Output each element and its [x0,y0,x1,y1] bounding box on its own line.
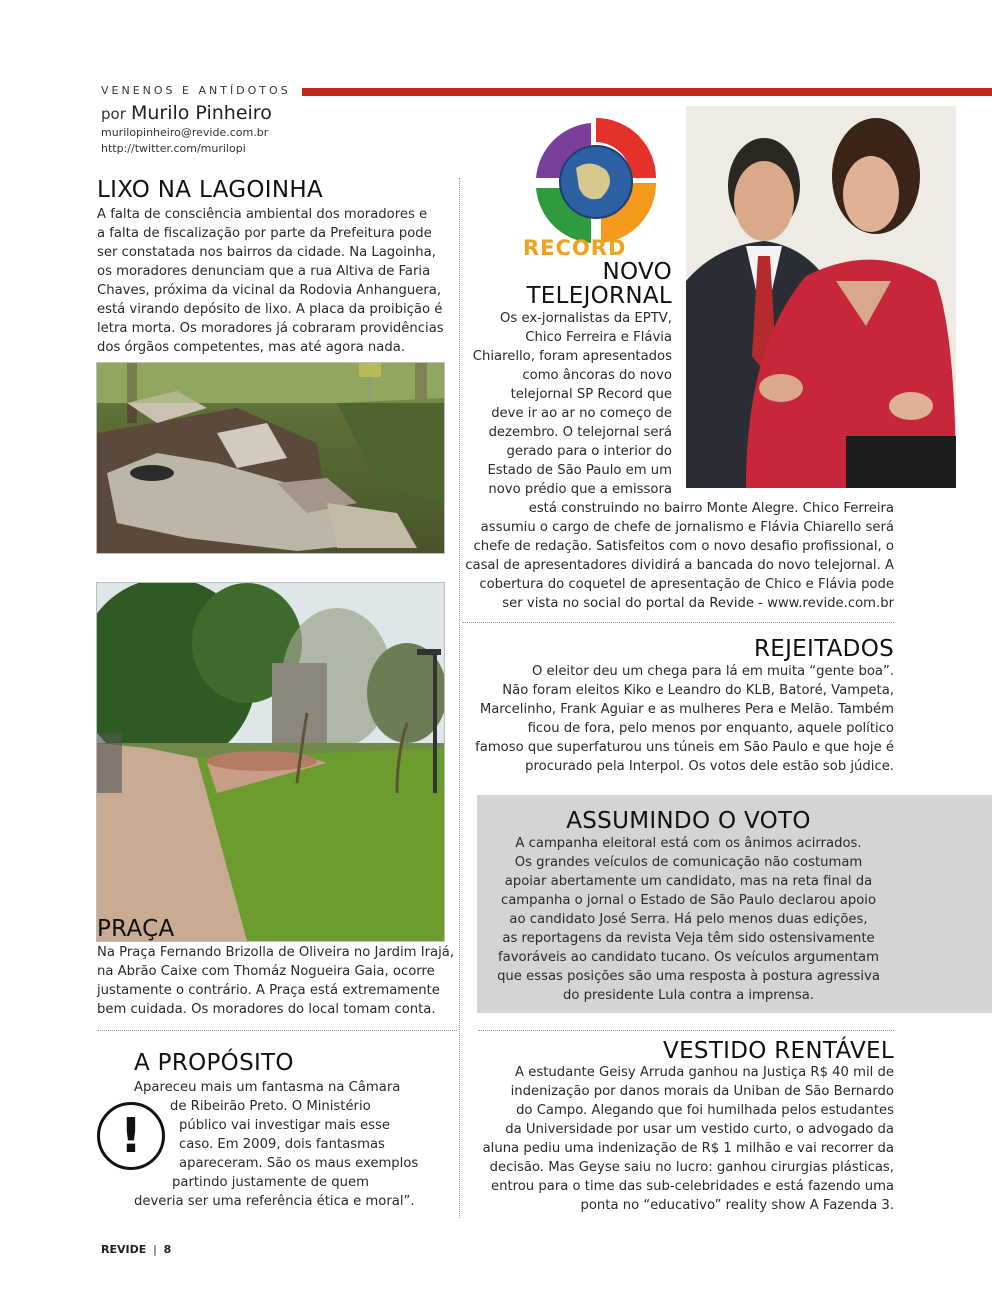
text-line: justamente o contrário. A Praça está extremamente [97,983,440,998]
column-divider-upper [459,178,460,1218]
text-line: gerado para o interior do [506,444,672,459]
assumindo-headline: ASSUMINDO O VOTO [566,808,811,834]
proposito-headline: A PROPÓSITO [134,1050,294,1076]
vestido-headline: VESTIDO RENTÁVEL [663,1038,894,1064]
text-line: entrou para o time das sub-celebridades e está fazendo uma [490,1179,894,1194]
telejornal-body-wide [462,499,894,613]
praca-body [97,943,457,1019]
text-line: favoráveis ao candidato tucano. Os veículos argumentam [498,950,879,965]
text-line: Não foram eleitos Kiko e Leandro do KLB, Batoré, Vampeta, [502,683,894,698]
text-line: assumiu o cargo de chefe de jornalismo e Flávia Chiarello será [480,520,894,535]
telejornal-headline-line2: TELEJORNAL [526,283,672,309]
header-red-bar [302,88,992,96]
footer-separator: | [153,1243,157,1256]
text-line: bem cuidada. Os moradores do local tomam conta. [97,1002,436,1017]
text-line: casal de apresentadores dividirá a bancada do novo telejornal. A [465,558,894,573]
divider-right-bottom [478,1030,894,1031]
text-line: chefe de redação. Satisfeitos com o novo desafio profissional, o [473,539,894,554]
text-line: indenização por danos morais da Uniban de São Bernardo [510,1084,894,1099]
author-email[interactable]: murilopinheiro@revide.com.br [101,126,269,139]
author-twitter[interactable]: http://twitter.com/murilopi [101,142,246,155]
text-line: Na Praça Fernando Brizolla de Oliveira no Jardim Irajá, [97,945,455,960]
text-line: famoso que superfaturou uns túneis em São Paulo e que hoje é [475,740,894,755]
text-line: que essas posições são uma resposta à postura agressiva [497,969,880,984]
text-line: O eleitor deu um chega para lá em muita “gente boa”. [531,664,894,679]
park-photo [96,582,445,942]
text-line: procurado pela Interpol. Os votos dele estão sob júdice. [525,759,894,774]
vestido-body [462,1063,894,1215]
text-line: decisão. Mas Geyse saiu no lucro: ganhou cirurgias plásticas, [489,1160,894,1175]
text-line: da Universidade por usar um vestido curto, o advogado da [505,1122,894,1137]
text-line: partindo justamente de quem [172,1175,370,1190]
text-line: Apareceu mais um fantasma na Câmara [134,1080,401,1095]
telejornal-headline [478,260,672,308]
text-line: A falta de consciência ambiental dos moradores e [97,207,428,222]
text-line: apareceram. São os maus exemplos [179,1156,419,1171]
text-line: Estado de São Paulo em um [487,463,672,478]
text-line: dos órgãos competentes, mas até agora nada. [97,340,406,355]
rejeitados-headline: REJEITADOS [753,636,894,662]
praca-headline: PRAÇA [97,916,175,942]
divider-left-bottom [97,1030,457,1031]
text-line: os moradores denunciam que a rua Altiva de Faria [97,264,431,279]
proposito-body [97,1078,457,1211]
text-line: as reportagens da revista Veja têm sido ostensivamente [502,931,875,946]
text-line: novo prédio que a emissora [488,482,672,497]
text-line: a falta de fiscalização por parte da Prefeitura pode [97,226,432,241]
author-name: Murilo Pinheiro [130,102,272,124]
text-line: Os ex-jornalistas da EPTV, [500,311,672,326]
text-line: ao candidato José Serra. Há pelo menos duas edições, [509,912,868,927]
column-kicker: VENENOS E ANTÍDOTOS [101,84,291,97]
text-line: deveria ser uma referência ética e moral”. [134,1194,415,1209]
author-byline [101,102,272,124]
text-line: Marcelinho, Frank Aguiar e as mulheres Pera e Melão. Também [479,702,894,717]
text-line: letra morta. Os moradores já cobraram providências [97,321,444,336]
text-line: A estudante Geisy Arruda ganhou na Justiça R$ 40 mil de [515,1065,894,1080]
text-line: de Ribeirão Preto. O Ministério [170,1099,371,1114]
text-line: caso. Em 2009, dois fantasmas [179,1137,385,1152]
text-line: ser vista no social do portal da Revide - www.revide.com.br [502,596,894,611]
assumindo-body [477,834,900,1005]
page-footer [101,1243,171,1256]
text-line: como âncoras do novo [522,368,672,383]
text-line: campanha o jornal o Estado de São Paulo declarou apoio [500,893,877,908]
text-line: Chiarello, foram apresentados [472,349,672,364]
garbage-photo [96,362,445,554]
text-line: Os grandes veículos de comunicação não costumam [514,855,863,870]
text-line: cobertura do coquetel de apresentação de Chico e Flávia pode [479,577,894,592]
lixo-headline: LIXO NA LAGOINHA [97,177,323,203]
text-line: está virando depósito de lixo. A placa da proibição é [97,302,443,317]
text-line: aluna pediu uma indenização de R$ 1 milhão e vai recorrer da [482,1141,894,1156]
anchors-photo [686,106,956,488]
text-line: ponta no “educativo” reality show A Fazenda 3. [580,1198,894,1213]
footer-magazine: REVIDE [101,1243,147,1256]
exclamation-icon: ! [97,1102,165,1170]
text-line: do presidente Lula contra a imprensa. [563,988,814,1003]
text-line: público vai investigar mais esse [179,1118,391,1133]
text-line: ser constatada nos bairros da cidade. Na Lagoinha, [97,245,436,260]
text-line: dezembro. O telejornal será [488,425,672,440]
text-line: Chico Ferreira e Flávia [525,330,672,345]
text-line: ficou de fora, pelo menos por enquanto, aquele político [527,721,894,736]
text-line: Chaves, próxima da vicinal da Rodovia Anhanguera, [97,283,442,298]
divider-rejeitados [462,622,894,623]
author-prefix: por [101,105,126,123]
telejornal-headline-line1: NOVO [602,259,672,285]
text-line: deve ir ao ar no começo de [491,406,672,421]
telejornal-body-narrow [462,309,672,499]
text-line: do Campo. Alegando que foi humilhada pelos estudantes [516,1103,894,1118]
text-line: apoiar abertamente um candidato, mas na reta final da [504,874,873,889]
text-line: telejornal SP Record que [510,387,672,402]
record-logo-text: RECORD [523,236,627,260]
text-line: está construindo no bairro Monte Alegre. Chico Ferreira [528,501,894,516]
rejeitados-body [462,662,894,776]
lixo-body [97,205,452,357]
text-line: na Abrão Caixe com Thomáz Nogueira Gaia, ocorre [97,964,435,979]
footer-page-number: 8 [163,1243,172,1256]
text-line: A campanha eleitoral está com os ânimos acirrados. [515,836,862,851]
